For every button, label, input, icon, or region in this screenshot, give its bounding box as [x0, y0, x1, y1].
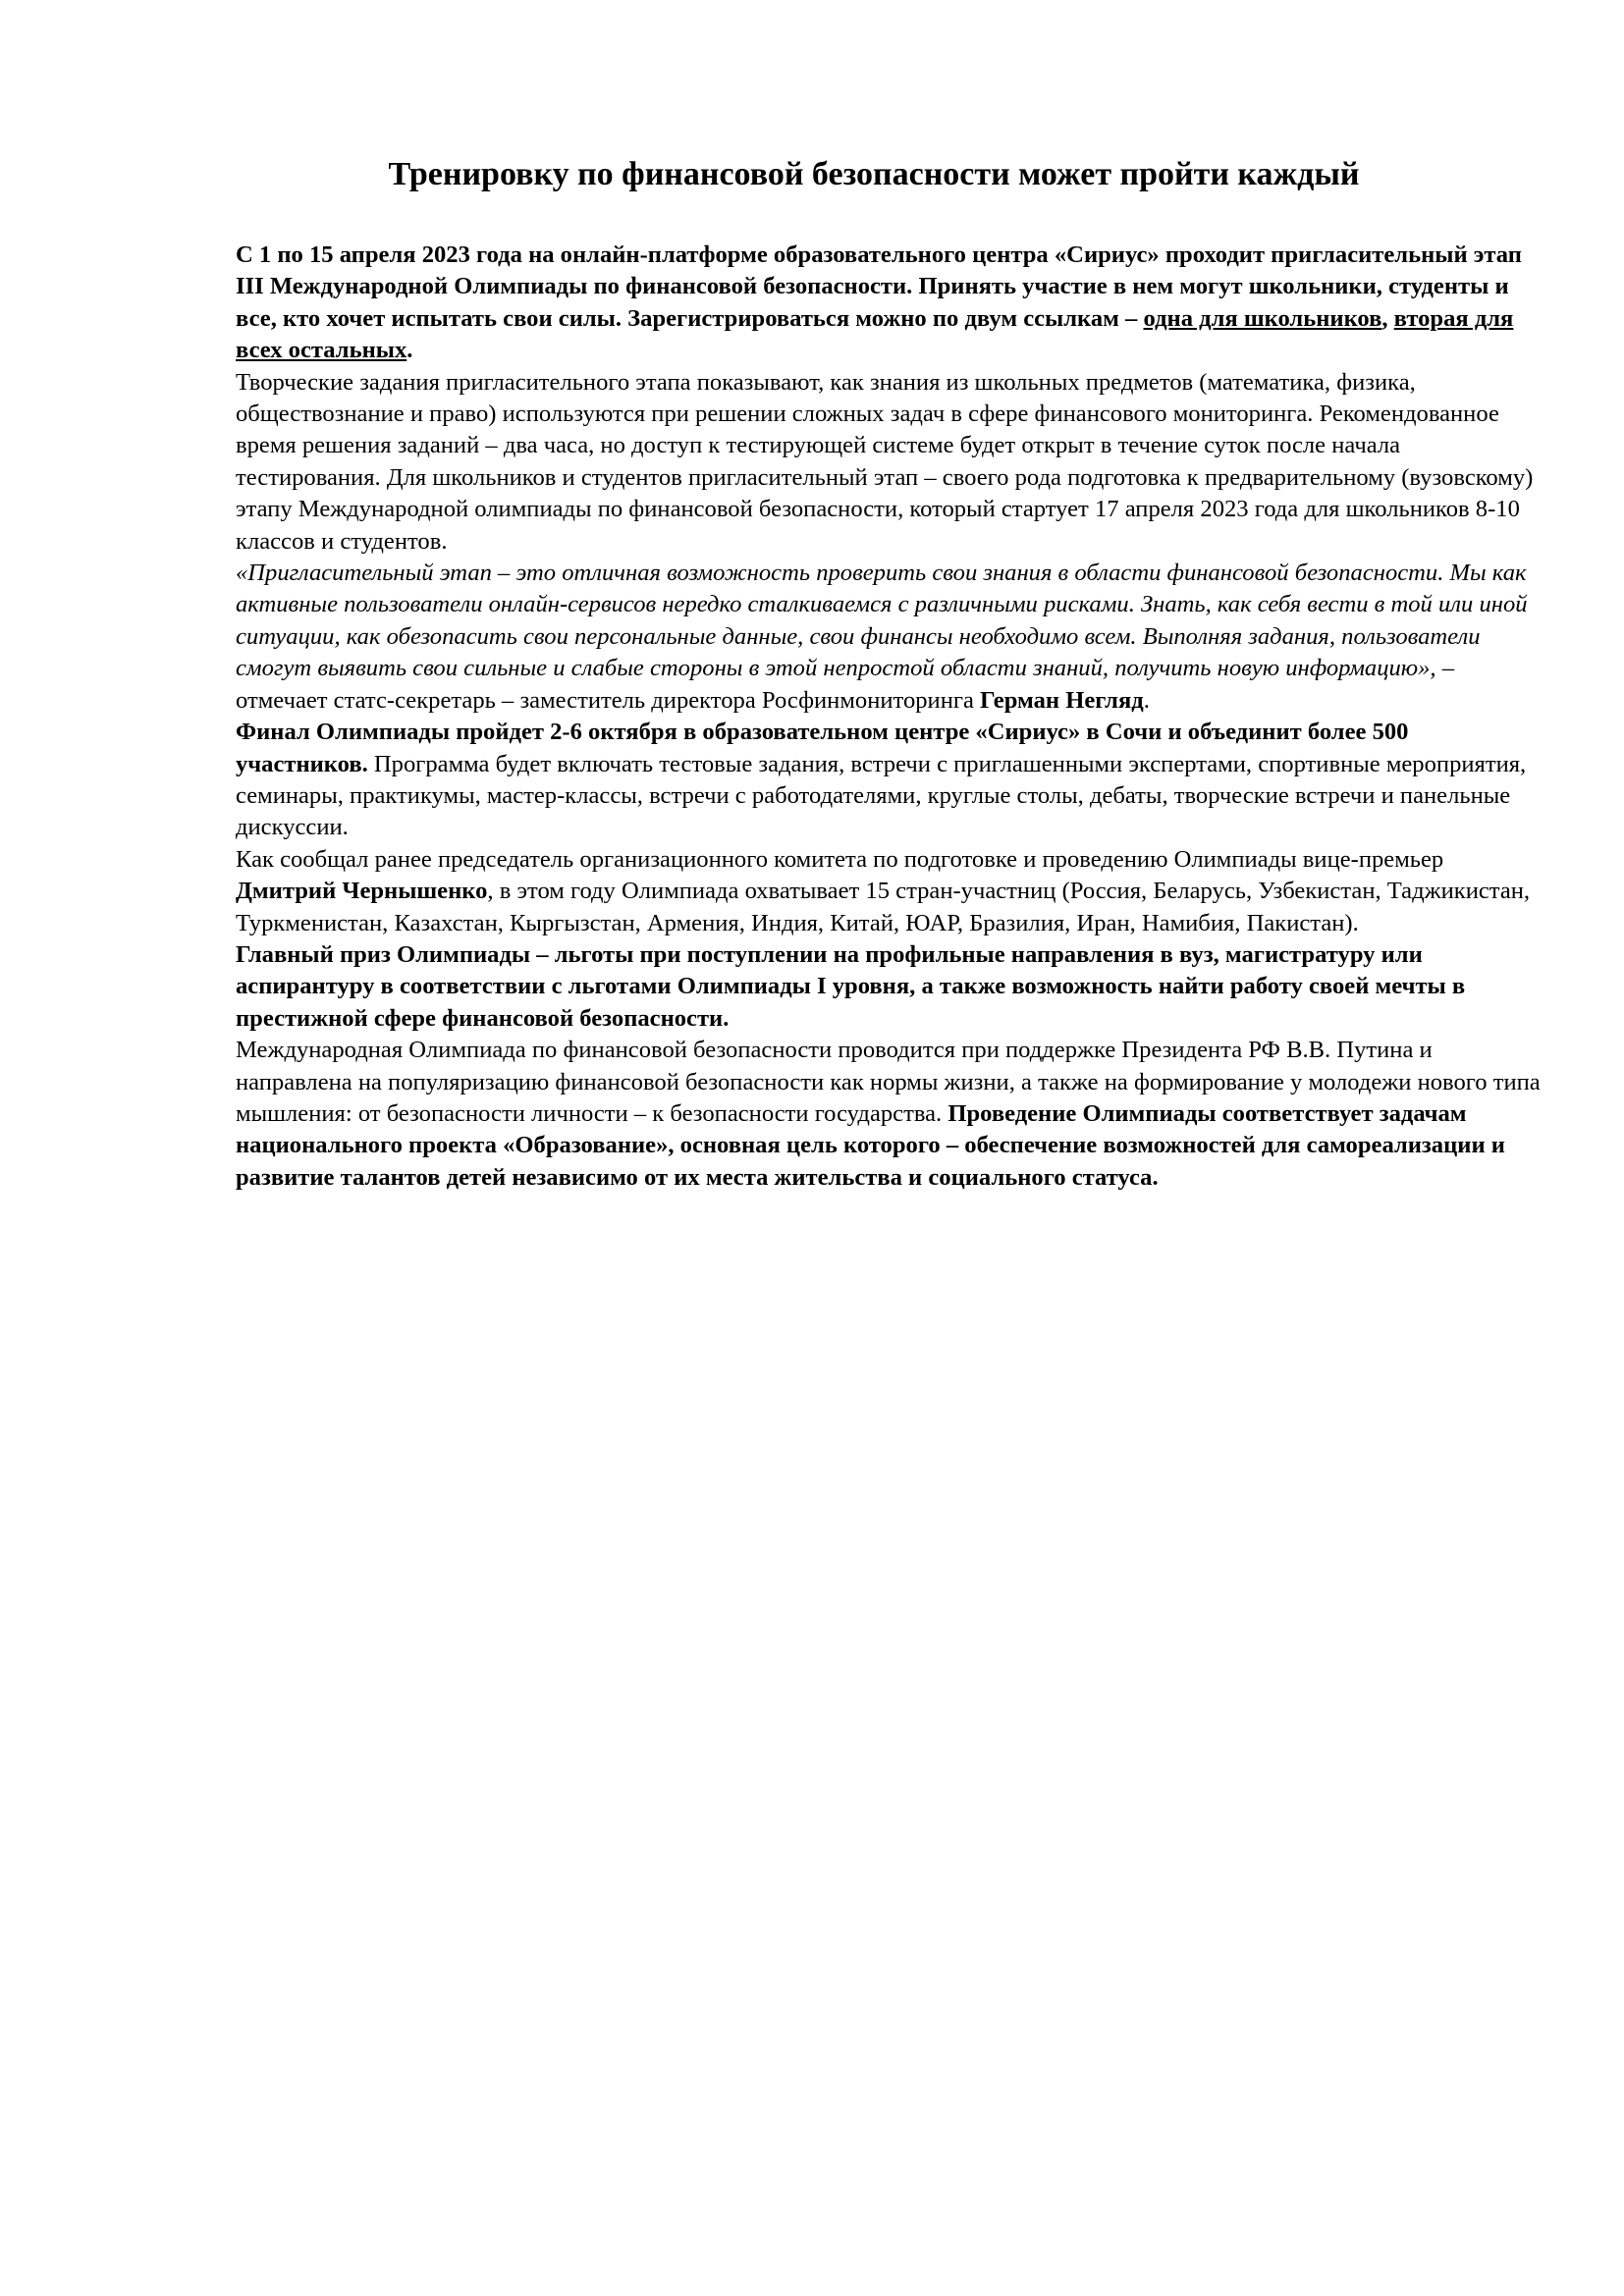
- countries-text-2: , в этом году Олимпиада охватывает 15 стран-участниц (Россия, Беларусь, Узбекистан, Таджикистан, Туркменистан, Казахстан, Кыргызстан, Армения, Индия, Китай, ЮАР, Бразилия, Иран, Намибия, Пакистан).: [236, 878, 1531, 936]
- article-body: [236, 240, 1542, 1194]
- paragraph-countries: [236, 844, 1542, 939]
- paragraph-final: [236, 717, 1542, 844]
- intro-end: .: [406, 337, 413, 364]
- final-bold-text: Финал Олимпиады пройдет 2-6 октября в образовательном центре «Сириус» в Сочи и объединит более 500 участников.: [236, 719, 1409, 777]
- paragraph-intro: [236, 240, 1542, 367]
- document-title: Тренировку по финансовой безопасности может пройти каждый: [388, 156, 1360, 192]
- support-bold-text: Проведение Олимпиады соответствует задачам национального проекта «Образование», основная цель которого – обеспечение возможностей для самореализации и развитие талантов детей независимо от их места жительства и социального статуса.: [236, 1099, 1505, 1191]
- quote-end: .: [1143, 686, 1150, 714]
- link-others-registration[interactable]: вторая для всех остальных: [236, 304, 1514, 364]
- support-text: Международная Олимпиада по финансовой безопасности проводится при поддержке Президента РФ В.В. Путина и направлена на популяризацию финансовой безопасности как нормы жизни, а также на формирование у молодежи нового типа мышления: от безопасности личности – к безопасности государства.: [236, 1037, 1541, 1127]
- paragraph-support: [236, 1035, 1542, 1194]
- link-separator: ,: [1381, 304, 1394, 332]
- quote-person: Герман Негляд: [980, 686, 1144, 714]
- paragraph-tasks: Творческие задания пригласительного этапа показывают, как знания из школьных предметов (математика, физика, обществознание и право) используются при решении сложных задач в сфере финансового мониторинга. Рекомендованное время решения заданий – два часа, но доступ к тестирующей системе будет открыт в течение суток после начала тестирования. Для школьников и студентов пригласительный этап – своего рода подготовка к предварительному (вузовскому) этапу Международной олимпиады по финансовой безопасности, который стартует 17 апреля 2023 года для школьников 8-10 классов и студентов.: [236, 368, 1534, 555]
- link-schoolchildren-registration[interactable]: одна для школьников: [1143, 304, 1382, 332]
- countries-person: Дмитрий Чернышенко: [236, 878, 488, 905]
- countries-text-1: Как сообщал ранее председатель организационного комитета по подготовке и проведению Олимпиады вице-премьер: [236, 845, 1444, 873]
- paragraph-prize: Главный приз Олимпиады – льготы при поступлении на профильные направления в вуз, магистратуру или аспирантуру в соответствии с льготами Олимпиады I уровня, а также возможность найти работу своей мечты в престижной сфере финансовой безопасности.: [236, 940, 1466, 1032]
- quote-text: «Пригласительный этап – это отличная возможность проверить свои знания в области финансовой безопасности. Мы как активные пользователи онлайн-сервисов нередко сталкиваемся с различными рисками. Знать, как себя вести в той или иной ситуации, как обезопасить свои персональные данные, свои финансы необходимо всем. Выполняя задания, пользователи смогут выявить свои сильные и слабые стороны в этой непростой области знаний, получить новую информацию»,: [236, 560, 1528, 682]
- intro-lead-text: С 1 по 15 апреля 2023 года на онлайн-платформе образовательного центра «Сириус» проходит пригласительный этап III Международной Олимпиады по финансовой безопасности. Принять участие в нем могут школьники, студенты и все, кто хочет испытать свои силы. Зарегистрироваться можно по двум ссылкам –: [236, 241, 1522, 332]
- quote-attribution: – отмечает статс-секретарь – заместитель директора Росфинмониторинга: [236, 655, 1455, 714]
- paragraph-quote: [236, 558, 1542, 717]
- final-program-text: Программа будет включать тестовые задания, встречи с приглашенными экспертами, спортивные мероприятия, семинары, практикумы, мастер-классы, встречи с работодателями, круглые столы, дебаты, творческие встречи и панельные дискуссии.: [236, 750, 1527, 841]
